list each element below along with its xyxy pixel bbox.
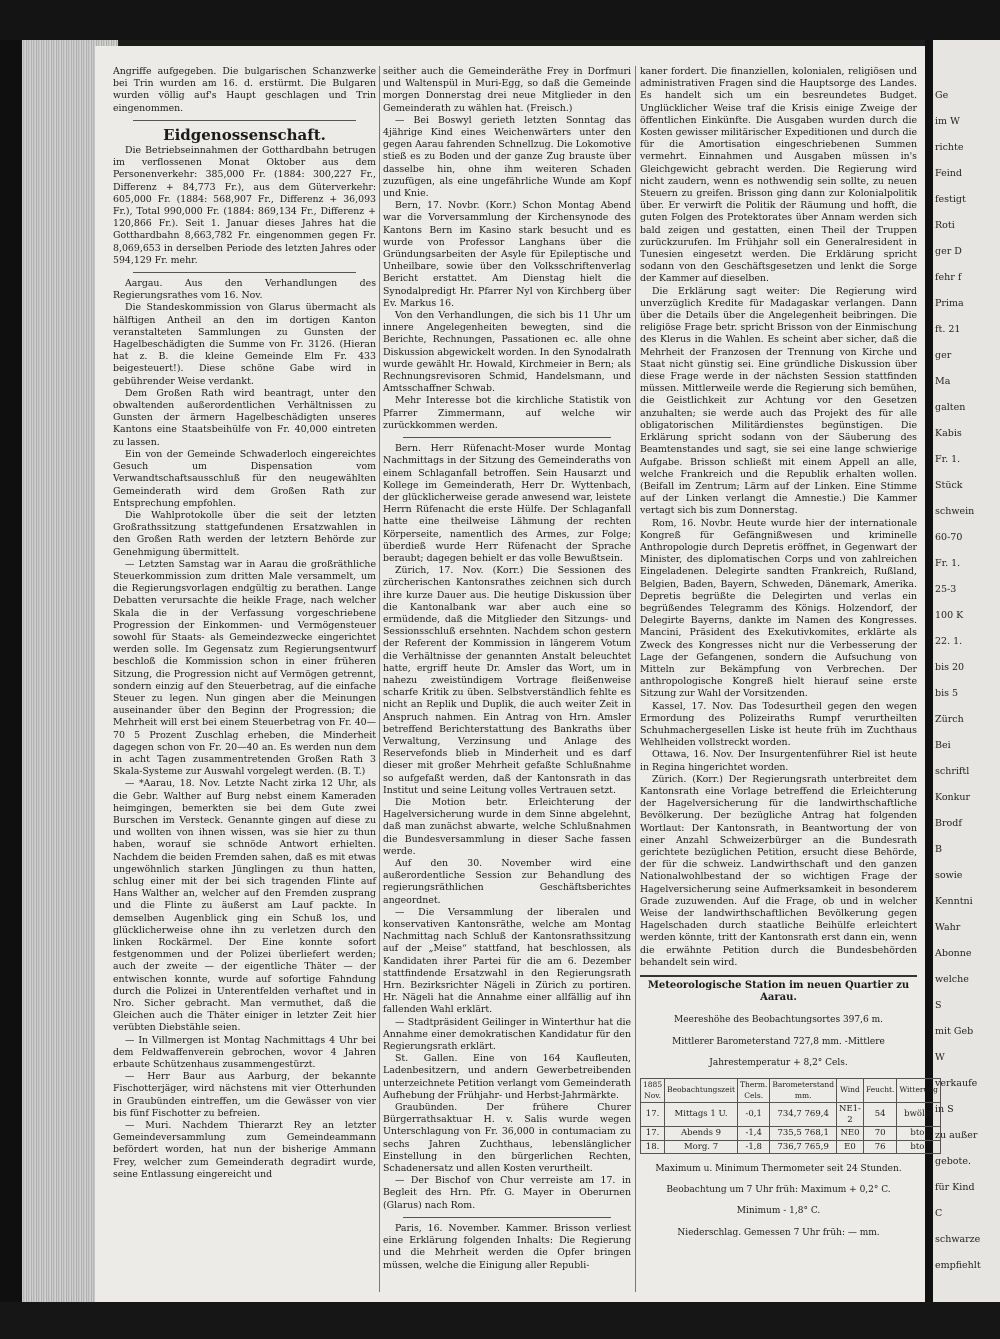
column-3 [640, 66, 938, 1248]
weather-cell: bto. [897, 1127, 941, 1141]
weather-row [641, 1103, 941, 1127]
facing-page-fragment: Roti [935, 220, 955, 231]
facing-page-fragment: Ma [935, 376, 951, 387]
facing-page-fragment: schriftl [935, 766, 970, 777]
erklaerung-paragraph: Die Erklärung sagt weiter: Die Regierung wird unverzüglich Kredite für Madagaskar verlangen. Dann über die Details über die Angelegenheit beibringen. Die religiöse Frage betr. spricht Brisson von der Einmischung des Klerus in die Wahlen. Es scheint aber sicher, daß die Mehrheit der Franzosen der Trennung von Kirche und Staat nicht günstig sei. Eine gründliche Diskussion über diese Frage werde in der nächsten Session stattfinden müssen. Mittlerweile werde die Regierung sich bemühen, die Geistlichkeit zur Achtung vor den Gesetzen anzuhalten; sie werde auch das Projekt des für alle obligatorischen Militärdienstes begünstigen. Die Erklärung spricht sodann von der Säuberung des Beamtenstandes und sagt, sie sei eine lange schwierige Aufgabe. Brisson schließt mit einem Appell an alle, welche Frankreich und die Republik erhalten wollen. (Beifall im Zentrum; Lärm auf der Linken. Eine Stimme auf der Linken verlangt die Amnestie.) Die Kammer vertagt sich bis zum Donnerstag. [640, 285, 917, 517]
weather-header-cell: Witterung [897, 1079, 941, 1103]
paris-continued-paragraph: kaner fordert. Die finanziellen, kolonialen, religiösen und administrativen Fragen sind die Hauptsorge des Landes. Es handelt sich um ein besreundetes Budget. Unglücklicher Weise traf die Krisis einige Zweige der öffentlichen Einkünfte. Die Ausgaben wurden durch die Kosten gewisser militärischer Expeditionen und durch die für die Amortisation eingeschriebenen Summen vermehrt. Einnahmen und Ausgaben müssen in's Gleichgewicht gebracht werden. Die Regierung wird nicht zaudern, wenn es nothwendig sein sollte, zu neuen Steuern zu greifen. Brisson ging dann zur Kolonialpolitik über. Er verwirft die Politik der Räumung und hofft, die guten Folgen des Protektorates über Annam werden sich bald zeigen und gestatten, einen Theil der Truppen zurückzurufen. Im Frühjahr soll ein Generalresident in Tunesien eingesetzt werden. Die Erklärung spricht sodann von den Geschäftsgesetzen und lenkt die Sorge der Kammer auf dieselben. [640, 66, 917, 285]
wahlprotokolle-paragraph: Die Wahlprotokolle über die seit der letzten Großrathssitzung stattgefundenen Ersatzwahlen in den Großen Rath werden der letztern Behörde zur Genehmigung übermittelt. [113, 509, 376, 558]
section-heading: Eidgenossenschaft. [163, 125, 326, 144]
bulgaria-paragraph: Angriffe aufgegeben. Die bulgarischen Schanzwerke bei Trin wurden am 16. d. erstürmt. Die Bulgaren wurden völlig auf's Haupt geschlagen und Trin eingenommen. [113, 66, 376, 114]
weather-note: Maximum u. Minimum Thermometer seit 24 Stunden. [655, 1164, 902, 1175]
facing-page-fragment: galten [935, 402, 966, 413]
facing-page-fragment: Zürch [935, 714, 964, 725]
facing-page-fragment: Wahr [935, 922, 961, 933]
weather-cell: 734,7 769,4 [770, 1103, 837, 1127]
facing-page-fragment: empfiehlt [935, 1260, 981, 1271]
weather-cell: bto. [897, 1140, 941, 1154]
gotthard-paragraph: Die Betriebseinnahmen der Gotthardbahn betrugen im verflossenen Monat Oktober aus dem Personenverkehr: 385,000 Fr. (1884: 300,227 Fr., Differenz + 84,773 Fr.), aus dem Güterverkehr: 605,000 Fr. (1884: 568,907 Fr., Differenz + 36,093 Fr.), Total 990,000 Fr. (1884: 869,134 Fr., Differenz + 120,866 Fr.). Seit 1. Januar dieses Jahres hat die Gotthardbahn 8,663,782 Fr. eingenommen gegen Fr. 8,069,653 in derselben Periode des letzten Jahres oder 594,129 Fr. mehr. [113, 145, 376, 266]
schwaderloch-paragraph: Ein von der Gemeinde Schwaderloch eingereichtes Gesuch um Dispensation vom Verwandtschaftsausschluß für den neugewählten Gemeinderath wird dem Großen Rath zur Entsprechung empfohlen. [113, 448, 376, 509]
weather-cell: E0 [837, 1140, 864, 1154]
weather-cell: 54 [863, 1103, 897, 1127]
weather-cell: -1,4 [738, 1127, 770, 1141]
weather-cell: Abends 9 [665, 1127, 738, 1141]
facing-page-fragment: festigt [935, 194, 966, 205]
facing-page-fragment: Abonne [935, 948, 972, 959]
kassel-paragraph: Kassel, 17. Nov. Das Todesurtheil gegen den wegen Ermordung des Polizeiraths Rumpf verurtheilten Schuhmachergesellen Liske ist heute früh im Zuchthaus Wehlheiden vollstreckt worden. [640, 700, 917, 749]
column-1 [113, 66, 376, 1181]
facing-page-fragment: Stück [935, 480, 963, 491]
baur-paragraph: — Herr Baur aus Aarburg, der bekannte Fischotterjäger, wird nächstens mit vier Otterhunden in Graubünden eintreffen, um die Gewässer von vier bis fünf Fischotter zu befreien. [113, 1071, 376, 1119]
facing-page-fragment: ger [935, 350, 952, 361]
weather-cell: 735,5 768,1 [770, 1127, 837, 1141]
facing-page-fragment: für Kind [935, 1182, 975, 1193]
facing-page-fragment: Kabis [935, 428, 962, 439]
weather-table-header [641, 1079, 941, 1103]
weather-cell: Mittags 1 U. [665, 1103, 738, 1127]
facing-page-fragment: schwein [935, 506, 975, 517]
weather-cell: NE1-2 [837, 1103, 864, 1127]
weather-header-cell: Wind [837, 1079, 864, 1103]
weather-cell: 17. [641, 1103, 665, 1127]
facing-page-fragment: Ge [935, 90, 949, 101]
weather-row [641, 1127, 941, 1141]
stgallen-paragraph: St. Gallen. Eine von 164 Kaufleuten, Ladenbesitzern, und andern Gewerbetreibenden unterzeichnete Petition verlangt vom Gemeinderath Aufhebung der Frühjahr- und Herbst-Jahrmärkte. [383, 1053, 631, 1101]
facing-page-fragment: Konkur [935, 792, 971, 803]
grossrath-paragraph: Dem Großen Rath wird beantragt, unter den obwaltenden außerordentlichen Verhältnissen zu Gunsten der ärmern Hagelbeschädigten unseres Kantons eine Staatsbeihülfe von Fr. 40,000 eintreten zu lassen. [113, 387, 376, 448]
weather-header-cell: 1885 Nov. [641, 1079, 665, 1103]
facing-page-fragment: Kenntni [935, 896, 973, 907]
scan-background-bottom [0, 1302, 1000, 1339]
newspaper-page [95, 46, 938, 1302]
facing-page-fragment: fehr f [935, 272, 962, 283]
facing-page-fragment: mit Geb [935, 1026, 974, 1037]
weather-cell: 18. [641, 1140, 665, 1154]
muri-paragraph: — Muri. Nachdem Thierarzt Rey an letzter Gemeindeversammlung zum Gemeindeammann befördert worden, hat nun der bisherige Ammann Frey, welcher zum Gemeinderath degradirt wurde, seine Entlassung eingereicht und [113, 1120, 376, 1180]
weather-note: Minimum - 1,8° C. [736, 1206, 821, 1217]
facing-page-fragment: 25-3 [935, 584, 957, 595]
section-rule [133, 120, 356, 121]
weather-note: Niederschlag. Gemessen 7 Uhr früh: — mm. [677, 1227, 880, 1238]
weather-cell: -1,8 [738, 1140, 770, 1154]
divider [133, 272, 356, 273]
facing-page-fragment: Prima [935, 298, 964, 309]
facing-page-fragment: S [935, 1000, 942, 1011]
facing-page-fragment: ger D [935, 246, 962, 257]
facing-page-fragment: Bei [935, 740, 951, 751]
weather-cell: NE0 [837, 1127, 864, 1141]
villmergen-paragraph: — In Villmergen ist Montag Nachmittags 4 Uhr bei dem Feldwaffenverein gebrochen, wovor 4 Jahren erbaute Schützenhaus zusammengestürzt. [113, 1034, 376, 1071]
facing-page-fragment: in S [935, 1104, 954, 1115]
weather-table [640, 1078, 941, 1154]
column-rule [379, 66, 380, 1292]
chur-paragraph: — Der Bischof von Chur verreiste am 17. in Begleit des Hrn. Pfr. G. Mayer in Oberurnen (Glarus) nach Rom. [383, 1175, 631, 1211]
facing-page-fragment: welche [935, 974, 969, 985]
bern-ruefenacht-paragraph: Bern. Herr Rüfenacht-Moser wurde Montag Nachmittags in der Sitzung des Gemeinderaths von einem Schlaganfall betroffen. Sein Hausarzt und Kollege im Gemeinderath, Herr Dr. Wyttenbach, der glücklicherweise gerade anwesend war, leistete Herrn Rüfenacht die erste Hülfe. Der Schlaganfall hatte eine theilweise Lähmung der rechten Körperseite, namentlich des Armes, zur Folge; überdieß wurde Herr Rüfenacht der Sprache beraubt; dagegen behielt er das volle Bewußtsein. [383, 443, 631, 564]
facing-page-fragment: W [935, 1052, 945, 1063]
session-paragraph: Auf den 30. November wird eine außerordentliche Session zur Behandlung des regierungsräthlichen Geschäftsberichtes angeordnet. [383, 858, 631, 906]
ottawa-paragraph: Ottawa, 16. Nov. Der Insurgentenführer Riel ist heute in Regina hingerichtet worden. [640, 749, 917, 773]
weather-note: Beobachtung um 7 Uhr früh: Maximum + 0,2° C. [666, 1185, 891, 1196]
weather-cell: bwölkt [897, 1103, 941, 1127]
muri-continued-paragraph: seither auch die Gemeinderäthe Frey in Dorfmuri und Waltenspül in Muri-Egg, so daß die Gemeinde morgen Donnerstag drei neue Mitglieder in den Gemeinderath zu wählen hat. (Freisch.) [383, 66, 631, 114]
column-rule [635, 66, 636, 1292]
facing-page-fragment: Fr. 1. [935, 558, 961, 569]
weather-cell: 70 [863, 1127, 897, 1141]
aargau-paragraph: Aargau. Aus den Verhandlungen des Regierungsrathes vom 16. Nov. [113, 278, 376, 302]
weather-barometer: Mittlerer Barometerstand 727,8 mm. -Mittlere [672, 1036, 885, 1047]
steuerkommission-paragraph: — Letzten Samstag war in Aarau die großräthliche Steuerkommission zum dritten Male versammelt, um die Regierungsvorlagen endgültig zu berathen. Lange Debatten verursachte die heikle Frage, nach welcher Skala die in der Verfassung vorgeschriebene Progression der Einkommen- und Vermögensteuer sowohl für Staats- als Gemeindezwecke eingerichtet werden solle. Im Gegensatz zum Regierungsentwurf beschloß die Kommission schon in einer früheren Sitzung, die Progression nicht auf Vermögen getrennt, sondern einzig auf den Steuerbetrag, auf die einfache Steuer zu legen. Nun gingen aber die Meinungen auseinander über den Beginn der Progression; die Mehrheit will erst bei einem Steuerbetrag von Fr. 40—70 5 Prozent Zuschlag erheben, die Minderheit dagegen schon von Fr. 20—40 an. Es werden nun dem in acht Tagen zusammentretenden Großen Rath 3 Skala-Systeme zur Auswahl vorgelegt werden. (B. T.) [113, 558, 376, 778]
facing-page-fragment: Feind [935, 168, 962, 179]
aarau-news-paragraph: — *Aarau, 18. Nov. Letzte Nacht zirka 12 Uhr, als die Gebr. Walther auf Burg nebst einem Kameraden heimgingen, bemerkten sie bei dem Gute zwei Burschen im Versteck. Genannte gingen auf diese zu und wollten von ihnen wissen, was sie hier zu thun haben, worauf sie schnöde Antwort erhielten. Nachdem die beiden Fremden sahen, daß es mit etwas ungewöhnlich starken Jünglingen zu thun hatten, schlug einer mit der bei sich tragenden Flinte auf Hans Walther an, welcher auf den Fremden zusprang und die Flinte zu äußerst am Lauf packte. In demselben Augenblick ging ein Schuß los, und glücklicherweise ohne ihn zu verletzen durch den linken Rockärmel. Der Eine konnte sofort festgenommen und der Polizei überliefert werden; auch der zweite — der eigentliche Thäter — der entwischen konnte, wurde auf sofortige Fahndung durch die Polizei in Unterentfelden verhaftet und in Nro. Sicher gebracht. Man vermuthet, daß die Gleichen auch die Thäter einiger in letzter Zeit hier verübten Diebstähle seien. [113, 778, 376, 1034]
weather-cell: 76 [863, 1140, 897, 1154]
facing-page-fragment: 100 K [935, 610, 964, 621]
synode-paragraph: Von den Verhandlungen, die sich bis 11 Uhr um innere Angelegenheiten bewegten, sind die Berichte, Rechnungen, Passationen ec. alle ohne Diskussion abgewickelt worden. In den Synodalrath wurde gewählt Hr. Howald, Kirchmeier in Bern; als Rechnungsrevisoren Schmid, Handelsmann, und Amtsschaffner Schwab. [383, 310, 631, 395]
graubuenden-paragraph: Graubünden. Der frühere Churer Bürgerrathsaktuar H. v. Salis wurde wegen Unterschlagung von Fr. 36,000 in contumaciam zu sechs Jahren Zuchthaus, lebenslänglicher Einstellung in den bürgerlichen Rechten, Schadenersatz und allen Kosten verurtheilt. [383, 1102, 631, 1175]
versammlung-paragraph: — Die Versammlung der liberalen und konservativen Kantonsräthe, welche am Montag Nachmittag nach Schluß der Kantonsrathssitzung auf der „Meise“ stattfand, hat beschlossen, als Kandidaten ihrer Partei für die am 6. Dezember stattfindende Ersatzwahl in den Regierungsrath Hrn. Bezirksrichter Nägeli in Zürich zu portiren. Hr. Nägeli hat die Annahme einer allfällig auf ihn fallenden Wahl erklärt. [383, 906, 631, 1016]
facing-page-fragment: schwarze [935, 1234, 981, 1245]
facing-page-fragment: ft. 21 [935, 324, 961, 335]
weather-row [641, 1140, 941, 1154]
column-2 [383, 66, 631, 1272]
facing-page-fragment: sowie [935, 870, 963, 881]
facing-page-fragment: bis 5 [935, 688, 959, 699]
paris-paragraph: Paris, 16. November. Kammer. Brisson verliest eine Erklärung folgenden Inhalts: Die Regierung und die Mehrheit werden die Opfer bringen müssen, welche die Einigung aller Republi- [383, 1222, 631, 1271]
bern-synode-paragraph: Bern, 17. Novbr. (Korr.) Schon Montag Abend war die Vorversammlung der Kirchensynode des Kantons Bern im Kasino stark besucht und es wurde von Professor Langhans über die Gründungsarbeiten der Asyle für Epileptische und Unheilbare, sowie über den Volksschriftenverlag Bericht erstattet. Am Dienstag hielt die Synodalpredigt Hr. Pfarrer Nyl von Kirchberg über Ev. Markus 16. [383, 200, 631, 309]
zuerich-hagel-paragraph: Zürich. (Korr.) Der Regierungsrath unterbreitet dem Kantonsrath eine Vorlage betreffend die Erleichterung der Hagelversicherung für die landwirthschaftliche Bevölkerung. Der bezügliche Antrag hat folgenden Wortlaut: Der Kantonsrath, in Beantwortung der von einer Anzahl Schweizerbürger an die Bundesrath gerichtete bezüglichen Petition, ersucht diese Behörde, der für die schweiz. Landwirthschaft und den ganzen Nationalwohlbestand der so wichtigen Frage der Hagelversicherung seine Aufmerksamkeit in besonderem Grade zuzuwenden. Auf die Frage, ob und in welcher Weise der landwirthschaftlichen Bevölkerung gegen Hagelschaden durch staatliche Beihülfe erleichtert werden könnte, tritt der Kantonsrath erst dann ein, wenn die erwähnte Petition durch die Bundesbehörden behandelt sein wird. [640, 773, 917, 968]
weather-station-title: Meteorologische Station im neuen Quartier zu Aarau. [640, 975, 917, 1004]
facing-page-fragment: 22. 1. [935, 636, 963, 647]
facing-page-fragment: verkaufe [935, 1078, 978, 1089]
weather-header-cell: Beobachtungszeit [665, 1079, 738, 1103]
weather-elevation: Meereshöhe des Beobachtungsortes 397,6 m. [674, 1015, 883, 1026]
facing-page-fragment: richte [935, 142, 964, 153]
facing-page-fragment: gebote. [935, 1156, 971, 1167]
facing-page-fragment: B [935, 844, 942, 855]
weather-header-cell: Barometerstand mm. [770, 1079, 837, 1103]
geilinger-paragraph: — Stadtpräsident Geilinger in Winterthur hat die Annahme einer demokratischen Kandidatur für den Regierungsrath erklärt. [383, 1016, 631, 1053]
facing-page-fragment: Fr. 1. [935, 454, 961, 465]
zuerich-kantonsrath-paragraph: Zürich, 17. Nov. (Korr.) Die Sessionen des zürcherischen Kantonsrathes zeichnen sich durch ihre kurze Dauer aus. Die heutige Diskussion über die Kantonalbank war aber auch eine so ermüdende, daß die Mitglieder den Sitzungs- und Sessionsschluß ersehnten. Nachdem schon gestern der Referent der Kommission in längerem Votum die Verhältnisse der genannten Anstalt beleuchtet hatte, ergriff heute Dr. Amsler das Wort, um in nahezu zweistündigem Vortrage fleißenweise scharfe Kritik zu üben. Selbstverständlich fehlte es nicht an Replik und Duplik, die auch weiter Zeit in Anspruch nahmen. Ein Antrag von Hrn. Amsler betreffend Berichterstattung des Bankraths über Verwaltung, Verzinsung und Anlage des Reservefonds blieb in Minderheit und es darf dieser mit großer Mehrheit gefaßte Schlußnahme so aufgefaßt werden, daß der Kantonsrath in das Institut und seine Leitung volles Vertrauen setzt. [383, 565, 631, 796]
facing-page-fragment: 60-70 [935, 532, 963, 543]
weather-cell: -0,1 [738, 1103, 770, 1127]
facing-page [933, 40, 1000, 1302]
facing-page-fragment: Brodf [935, 818, 962, 829]
facing-page-fragment: zu außer [935, 1130, 978, 1141]
scan-background-top [0, 0, 1000, 40]
facing-page-fragment: im W [935, 116, 960, 127]
book-binding [0, 40, 22, 1339]
weather-cell: 17. [641, 1127, 665, 1141]
weather-cell: Morg. 7 [665, 1140, 738, 1154]
weather-header-cell: Feucht. [863, 1079, 897, 1103]
weather-header-cell: Therm. Cels. [738, 1079, 770, 1103]
statistik-paragraph: Mehr Interesse bot die kirchliche Statistik von Pfarrer Zimmermann, auf welche wir zurückkommen werden. [383, 395, 631, 431]
rom-paragraph: Rom, 16. Novbr. Heute wurde hier der internationale Kongreß für Gefängnißwesen und kriminelle Anthropologie durch Depretis eröffnet, in Gegenwart der Minister, des diplomatischen Corps und von zahlreichen Eingeladenen. Delegirte sandten Frankreich, Rußland, Belgien, Baden, Bayern, Schweden, Dänemark, Amerika. Depretis begrüßte die Delegirten und verlas ein begrüßendes Telegramm des Königs. Holzendorf, der Delegirte Bayerns, dankte im Namen des Kongresses. Mancini, Präsident des Exekutivkomites, erklärte als Zweck des Kongresses nicht nur die Verbesserung der Lage der Gefangenen, sondern die Aufsuchung von Mitteln zur Bekämpfung von Verbrechen. Der anthropologische Kongreß hielt hierauf seine erste Sitzung zur Wahl der Vorsitzenden. [640, 517, 917, 700]
divider [403, 1217, 611, 1218]
hagel-motion-paragraph: Die Motion betr. Erleichterung der Hagelversicherung wurde in dem Sinne abgelehnt, daß man zunächst abwarte, welche Schlußnahmen die Bundesversammlung in dieser Sache fassen werde. [383, 796, 631, 857]
facing-page-fragment: C [935, 1208, 943, 1219]
weather-temperature: Jahrestemperatur + 8,2° Cels. [709, 1057, 848, 1068]
divider [403, 437, 611, 438]
glarus-paragraph: Die Standeskommission von Glarus übermacht als hälftigen Antheil an den im dortigen Kanton veranstalteten Sammlungen zu Gunsten der Hagelbeschädigten die Summe von Fr. 3126. (Hieran hat z. B. die kleine Gemeinde Elm Fr. 433 beigesteuert!). Diese schöne Gabe wird in gebührender Weise verdankt. [113, 302, 376, 387]
weather-cell: 736,7 765,9 [770, 1140, 837, 1154]
boswyl-paragraph: — Bei Boswyl gerieth letzten Sonntag das 4jährige Kind eines Weichenwärters unter den gegen Aarau fahrenden Schnellzug. Die Lokomotive stieß es zu Boden und der ganze Zug brauste über dasselbe hin, ohne ihm weiteren Schaden zuzufügen, als eine ungefährliche Wunde am Kopf und Knie. [383, 114, 631, 200]
facing-page-fragment: bis 20 [935, 662, 965, 673]
